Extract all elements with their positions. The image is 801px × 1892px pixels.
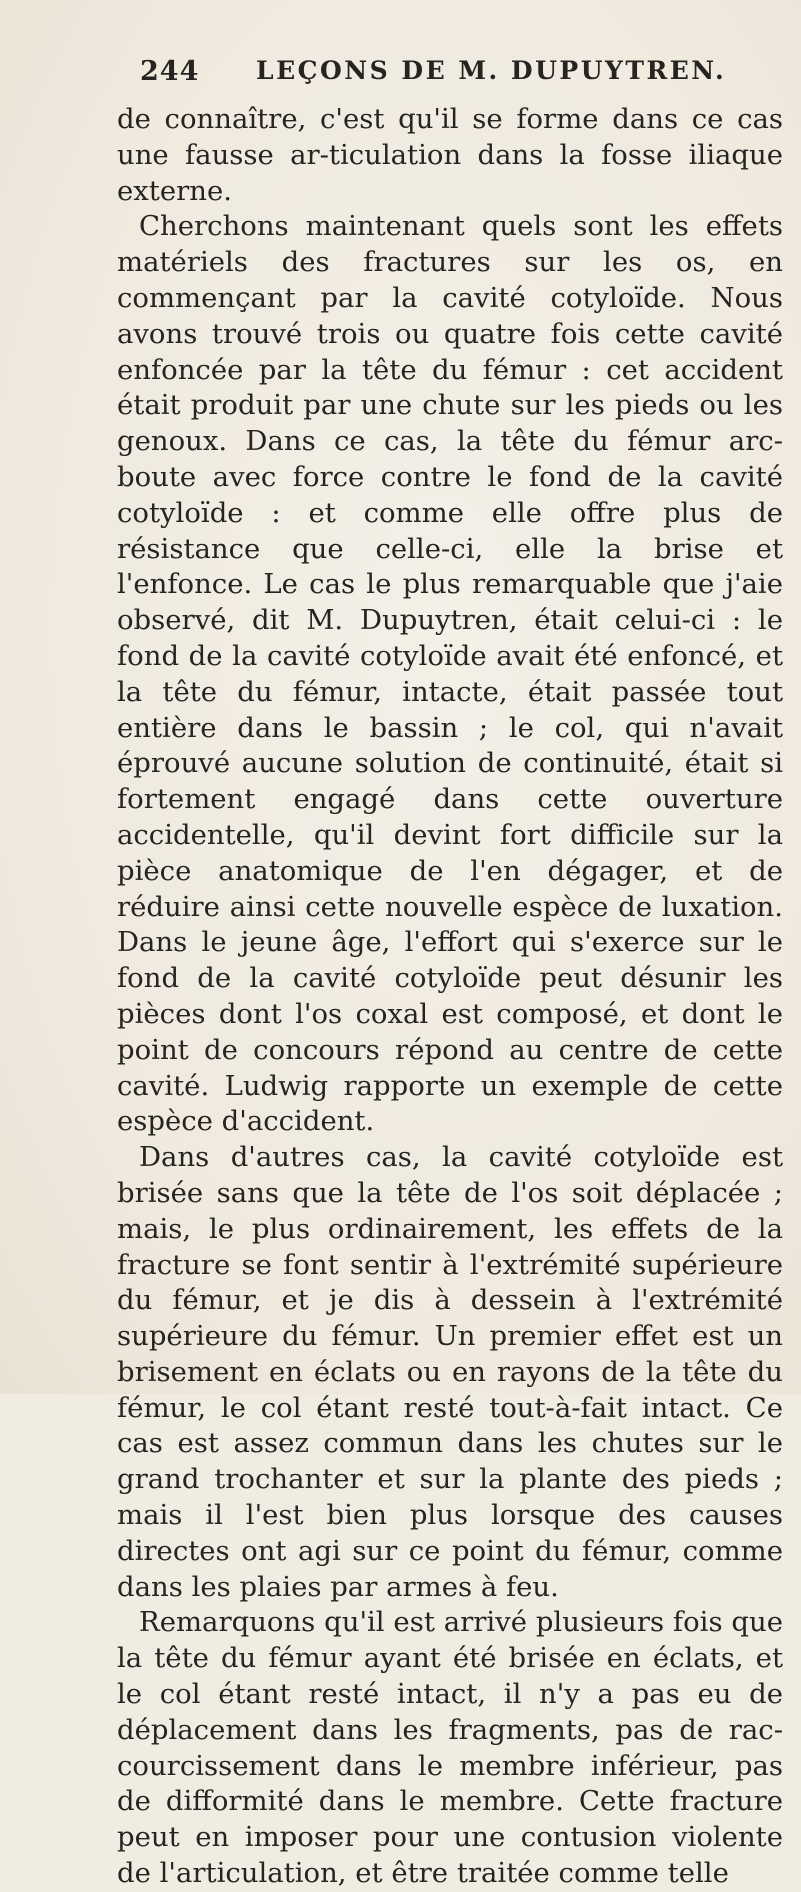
paragraph-cotyloid-cavity: Cherchons maintenant quels sont les effets matériels des fractures sur les os, en commençant par la cavité cotyloïde. Nous avons trouvé trois ou quatre fois cette cavité enfoncée par la tête du fémur : cet accident était produit par une chute sur les pieds ou les genoux. Dans ce cas, la tête du fémur arc-boute avec force contre le fond de la cavité cotyloïde : et comme elle offre plus de résistance que celle-ci, elle la brise et l'enfonce. Le cas le plus remarquable que j'aie observé, dit M. Dupuytren, était celui-ci : le fond de la cavité cotyloïde avait été enfoncé, et la tête du fémur, intacte, était passée tout entière dans le bassin ; le col, qui n'avait éprouvé aucune solution de continuité, était si fortement engagé dans cette ouverture accidentelle, qu'il devint fort difficile sur la pièce anatomique de l'en dégager, et de réduire ainsi cette nouvelle espèce de luxation. Dans le jeune âge, l'effort qui s'exerce sur le fond de la cavité cotyloïde peut désunir les pièces dont l'os coxal est composé, et dont le point de concours répond au centre de cette cavité. Ludwig rapporte un exemple de cette espèce d'accident. xyxy=(117,210,783,1138)
paragraph-continuation: de connaître, c'est qu'il se forme dans ce cas une fausse ar-ticulation dans la fosse iliaque externe. xyxy=(117,103,783,207)
paragraph-remarks: Remarquons qu'il est arrivé plusieurs fois que la tête du fémur ayant été brisée en éclats, et le col étant resté intact, il n'y a pas eu de déplacement dans les fragments, pas de rac-courcissement dans le membre inférieur, pas de difformité dans le membre. Cette fracture peut en imposer pour une contusion violente de l'articulation, et être traitée comme telle xyxy=(117,1606,783,1890)
page-header xyxy=(0,56,801,96)
body-text xyxy=(117,102,783,1892)
running-title: LEÇONS DE M. DUPUYTREN. xyxy=(256,56,727,85)
paragraph-femur-head: Dans d'autres cas, la cavité cotyloïde est brisée sans que la tête de l'os soit déplacée ; mais, le plus ordinairement, les effets de la fracture se font sentir à l'extrémité supérieure du fémur, et je dis à dessein à l'extrémité supérieure du fémur. Un premier effet est un brisement en éclats ou en rayons de la tête du fémur, le col étant resté tout-à-fait intact. Ce cas est assez commun dans les chutes sur le grand trochanter et sur la plante des pieds ; mais il l'est bien plus lorsque des causes directes ont agi sur ce point du fémur, comme dans les plaies par armes à feu. xyxy=(117,1141,783,1603)
page-number: 244 xyxy=(140,56,200,87)
